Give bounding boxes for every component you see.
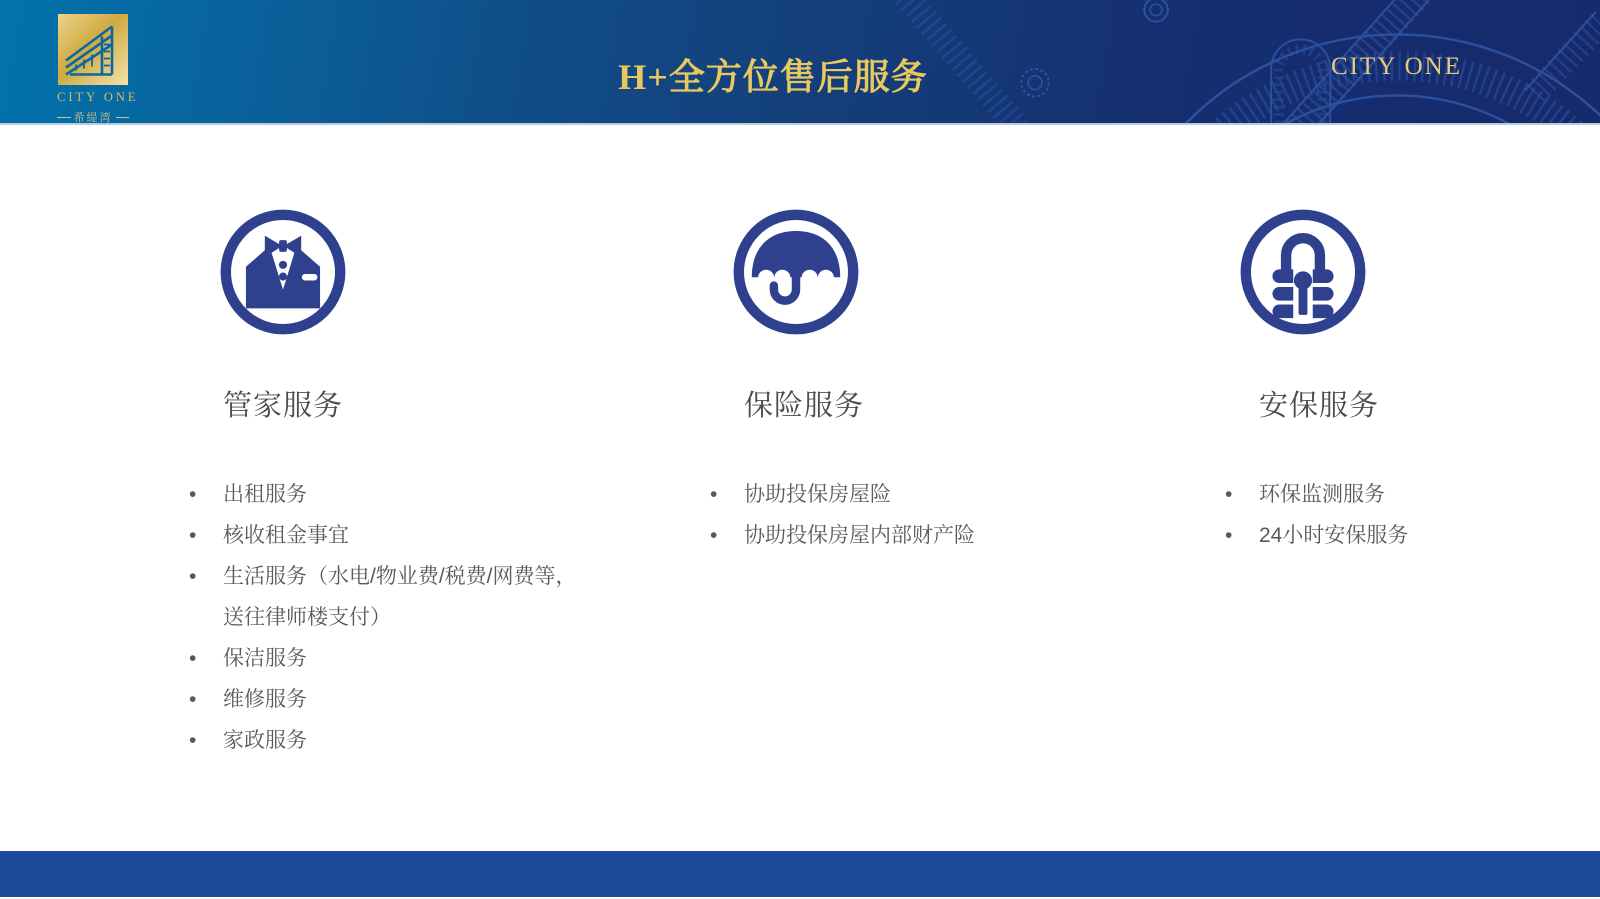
service-item: • 协助投保房屋险 (708, 474, 975, 515)
security-lock-icon (1238, 207, 1368, 337)
rule-line (116, 117, 130, 118)
service-title: 管家服务 (223, 390, 344, 422)
service-list (708, 474, 975, 556)
service-card-butler (187, 125, 591, 761)
service-item: • 核收租金事宜 (187, 515, 591, 556)
service-item: • 维修服务 (187, 679, 591, 720)
service-item: • 协助投保房屋内部财产险 (708, 515, 975, 556)
service-item: • 家政服务 (187, 720, 591, 761)
brand-wordmark: CITY ONE (1330, 53, 1462, 80)
building-icon (58, 14, 128, 85)
service-item: • 生活服务（水电/物业费/税费/网费等，送往律师楼支付） (187, 556, 591, 638)
slide-body (0, 125, 1600, 851)
insurance-umbrella-icon (731, 207, 861, 337)
slide-header (0, 0, 1600, 125)
logo-name: CITY ONE (57, 90, 139, 104)
service-list (1223, 474, 1408, 556)
footer-bar (0, 851, 1600, 897)
service-item: • 保洁服务 (187, 638, 591, 679)
logo-subtitle: 希缇湾 (57, 109, 129, 125)
service-item: • 24小时安保服务 (1223, 515, 1408, 556)
logo-mark (58, 14, 128, 85)
service-title: 安保服务 (1259, 390, 1380, 422)
service-card-insurance (708, 125, 975, 556)
logo (57, 14, 139, 125)
slide-title: H+全方位售后服务 (618, 57, 928, 97)
service-list (187, 474, 591, 761)
service-item: • 环保监测服务 (1223, 474, 1408, 515)
rule-line (57, 117, 71, 118)
service-card-security (1223, 125, 1408, 556)
service-title: 保险服务 (744, 390, 865, 422)
butler-suit-icon (218, 207, 348, 337)
engraving-decoration (840, 0, 1600, 123)
service-item: • 出租服务 (187, 474, 591, 515)
